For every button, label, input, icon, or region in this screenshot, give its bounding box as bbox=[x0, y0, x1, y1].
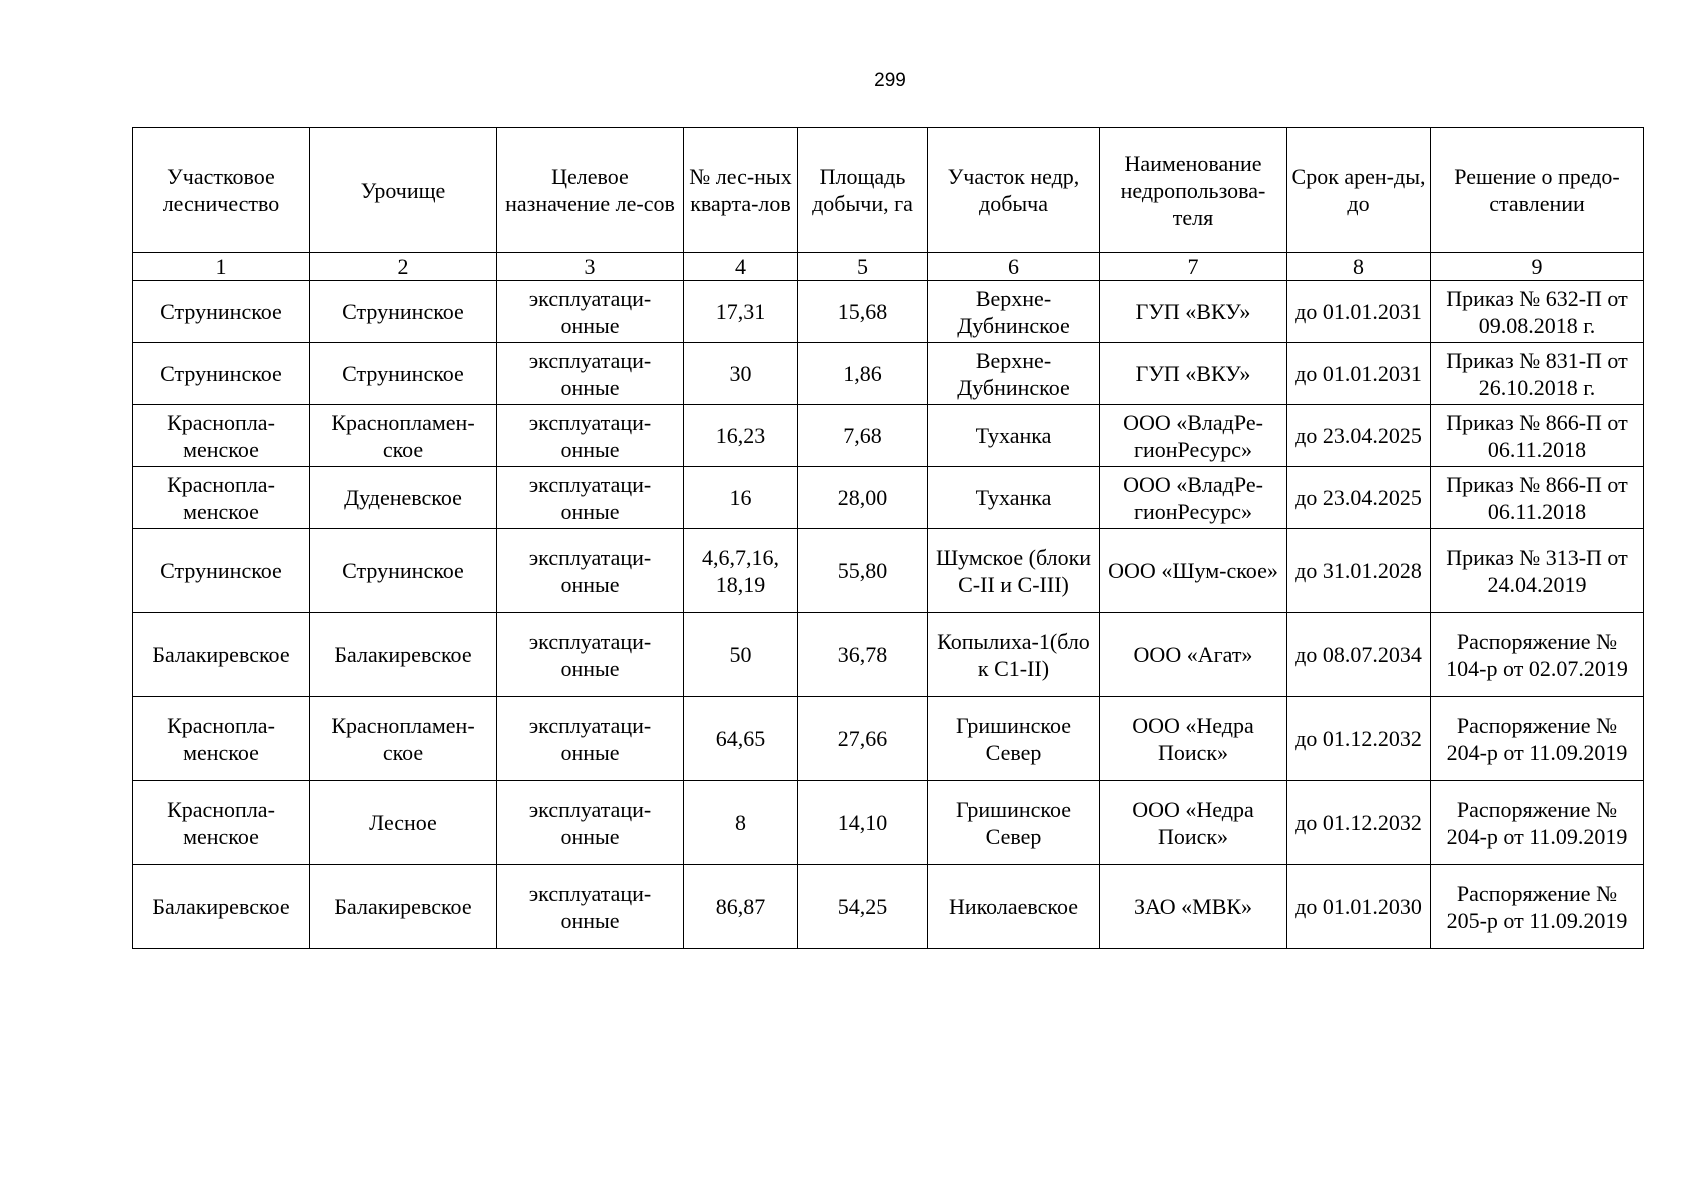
cell-purpose: эксплуатаци-онные bbox=[497, 613, 684, 697]
table-row bbox=[133, 405, 1644, 467]
column-header: Наименование недропользова-теля bbox=[1100, 128, 1287, 253]
cell-subsoil-site: Гришинское Север bbox=[928, 697, 1100, 781]
cell-quarters: 64,65 bbox=[684, 697, 798, 781]
column-header: № лес-ных кварта-лов bbox=[684, 128, 798, 253]
cell-purpose: эксплуатаци-онные bbox=[497, 781, 684, 865]
cell-quarters: 4,6,7,16, 18,19 bbox=[684, 529, 798, 613]
cell-forestry: Струнинское bbox=[133, 343, 310, 405]
cell-purpose: эксплуатаци-онные bbox=[497, 529, 684, 613]
table-row bbox=[133, 865, 1644, 949]
table-row bbox=[133, 781, 1644, 865]
cell-lease-term: до 23.04.2025 bbox=[1287, 405, 1431, 467]
cell-quarters: 8 bbox=[684, 781, 798, 865]
cell-decision: Распоряжение № 204-р от 11.09.2019 bbox=[1431, 781, 1644, 865]
cell-decision: Распоряжение № 205-р от 11.09.2019 bbox=[1431, 865, 1644, 949]
cell-decision: Приказ № 866-П от 06.11.2018 bbox=[1431, 467, 1644, 529]
table-row bbox=[133, 281, 1644, 343]
cell-user: ЗАО «МВК» bbox=[1100, 865, 1287, 949]
cell-purpose: эксплуатаци-онные bbox=[497, 865, 684, 949]
cell-tract: Струнинское bbox=[310, 343, 497, 405]
cell-user: ООО «ВладРе-гионРесурс» bbox=[1100, 467, 1287, 529]
column-number: 2 bbox=[310, 253, 497, 281]
cell-decision: Приказ № 831-П от 26.10.2018 г. bbox=[1431, 343, 1644, 405]
table-row bbox=[133, 343, 1644, 405]
cell-lease-term: до 01.01.2030 bbox=[1287, 865, 1431, 949]
cell-purpose: эксплуатаци-онные bbox=[497, 697, 684, 781]
cell-tract: Струнинское bbox=[310, 529, 497, 613]
cell-area: 15,68 bbox=[798, 281, 928, 343]
cell-tract: Лесное bbox=[310, 781, 497, 865]
cell-subsoil-site: Верхне-Дубнинское bbox=[928, 281, 1100, 343]
cell-user: ООО «Агат» bbox=[1100, 613, 1287, 697]
cell-quarters: 86,87 bbox=[684, 865, 798, 949]
column-header: Участок недр, добыча bbox=[928, 128, 1100, 253]
cell-lease-term: до 01.01.2031 bbox=[1287, 281, 1431, 343]
cell-area: 14,10 bbox=[798, 781, 928, 865]
cell-tract: Дуденевское bbox=[310, 467, 497, 529]
cell-purpose: эксплуатаци-онные bbox=[497, 281, 684, 343]
cell-area: 36,78 bbox=[798, 613, 928, 697]
cell-forestry: Балакиревское bbox=[133, 865, 310, 949]
column-number: 9 bbox=[1431, 253, 1644, 281]
cell-forestry: Балакиревское bbox=[133, 613, 310, 697]
cell-lease-term: до 23.04.2025 bbox=[1287, 467, 1431, 529]
column-number: 8 bbox=[1287, 253, 1431, 281]
cell-user: ГУП «ВКУ» bbox=[1100, 343, 1287, 405]
cell-quarters: 50 bbox=[684, 613, 798, 697]
cell-user: ООО «Шум-ское» bbox=[1100, 529, 1287, 613]
cell-user: ООО «ВладРе-гионРесурс» bbox=[1100, 405, 1287, 467]
cell-forestry: Струнинское bbox=[133, 529, 310, 613]
cell-area: 7,68 bbox=[798, 405, 928, 467]
cell-lease-term: до 08.07.2034 bbox=[1287, 613, 1431, 697]
cell-tract: Балакиревское bbox=[310, 865, 497, 949]
cell-area: 27,66 bbox=[798, 697, 928, 781]
cell-user: ООО «Недра Поиск» bbox=[1100, 781, 1287, 865]
cell-area: 1,86 bbox=[798, 343, 928, 405]
cell-subsoil-site: Гришинское Север bbox=[928, 781, 1100, 865]
table-row bbox=[133, 613, 1644, 697]
column-number: 6 bbox=[928, 253, 1100, 281]
cell-subsoil-site: Туханка bbox=[928, 405, 1100, 467]
column-number: 5 bbox=[798, 253, 928, 281]
cell-forestry: Краснопла-менское bbox=[133, 405, 310, 467]
column-number: 7 bbox=[1100, 253, 1287, 281]
cell-decision: Распоряжение № 104-р от 02.07.2019 bbox=[1431, 613, 1644, 697]
column-header: Срок арен-ды, до bbox=[1287, 128, 1431, 253]
cell-tract: Краснопламен-ское bbox=[310, 697, 497, 781]
column-number-row bbox=[133, 253, 1644, 281]
cell-purpose: эксплуатаци-онные bbox=[497, 405, 684, 467]
cell-quarters: 16 bbox=[684, 467, 798, 529]
cell-forestry: Краснопла-менское bbox=[133, 697, 310, 781]
table-row bbox=[133, 529, 1644, 613]
cell-quarters: 16,23 bbox=[684, 405, 798, 467]
column-number: 1 bbox=[133, 253, 310, 281]
cell-subsoil-site: Шумское (блоки С-II и С-III) bbox=[928, 529, 1100, 613]
column-number: 3 bbox=[497, 253, 684, 281]
cell-subsoil-site: Копылиха-1(блок С1-II) bbox=[928, 613, 1100, 697]
table-header-row bbox=[133, 128, 1644, 253]
cell-decision: Распоряжение № 204-р от 11.09.2019 bbox=[1431, 697, 1644, 781]
cell-lease-term: до 31.01.2028 bbox=[1287, 529, 1431, 613]
column-header: Участковое лесничество bbox=[133, 128, 310, 253]
cell-lease-term: до 01.12.2032 bbox=[1287, 697, 1431, 781]
cell-decision: Приказ № 632-П от 09.08.2018 г. bbox=[1431, 281, 1644, 343]
cell-tract: Балакиревское bbox=[310, 613, 497, 697]
cell-subsoil-site: Николаевское bbox=[928, 865, 1100, 949]
column-header: Площадь добычи, га bbox=[798, 128, 928, 253]
column-header: Решение о предо-ставлении bbox=[1431, 128, 1644, 253]
cell-forestry: Краснопла-менское bbox=[133, 467, 310, 529]
lease-table bbox=[132, 127, 1644, 949]
column-header: Целевое назначение ле-сов bbox=[497, 128, 684, 253]
column-number: 4 bbox=[684, 253, 798, 281]
cell-lease-term: до 01.12.2032 bbox=[1287, 781, 1431, 865]
cell-tract: Струнинское bbox=[310, 281, 497, 343]
cell-purpose: эксплуатаци-онные bbox=[497, 343, 684, 405]
cell-subsoil-site: Туханка bbox=[928, 467, 1100, 529]
table-row bbox=[133, 697, 1644, 781]
column-header: Урочище bbox=[310, 128, 497, 253]
cell-decision: Приказ № 313-П от 24.04.2019 bbox=[1431, 529, 1644, 613]
cell-forestry: Краснопла-менское bbox=[133, 781, 310, 865]
cell-lease-term: до 01.01.2031 bbox=[1287, 343, 1431, 405]
cell-area: 55,80 bbox=[798, 529, 928, 613]
page-number: 299 bbox=[874, 70, 906, 91]
table-row bbox=[133, 467, 1644, 529]
cell-quarters: 17,31 bbox=[684, 281, 798, 343]
cell-area: 28,00 bbox=[798, 467, 928, 529]
cell-area: 54,25 bbox=[798, 865, 928, 949]
cell-quarters: 30 bbox=[684, 343, 798, 405]
cell-user: ООО «Недра Поиск» bbox=[1100, 697, 1287, 781]
cell-subsoil-site: Верхне-Дубнинское bbox=[928, 343, 1100, 405]
cell-user: ГУП «ВКУ» bbox=[1100, 281, 1287, 343]
cell-tract: Краснопламен-ское bbox=[310, 405, 497, 467]
cell-decision: Приказ № 866-П от 06.11.2018 bbox=[1431, 405, 1644, 467]
cell-purpose: эксплуатаци-онные bbox=[497, 467, 684, 529]
cell-forestry: Струнинское bbox=[133, 281, 310, 343]
